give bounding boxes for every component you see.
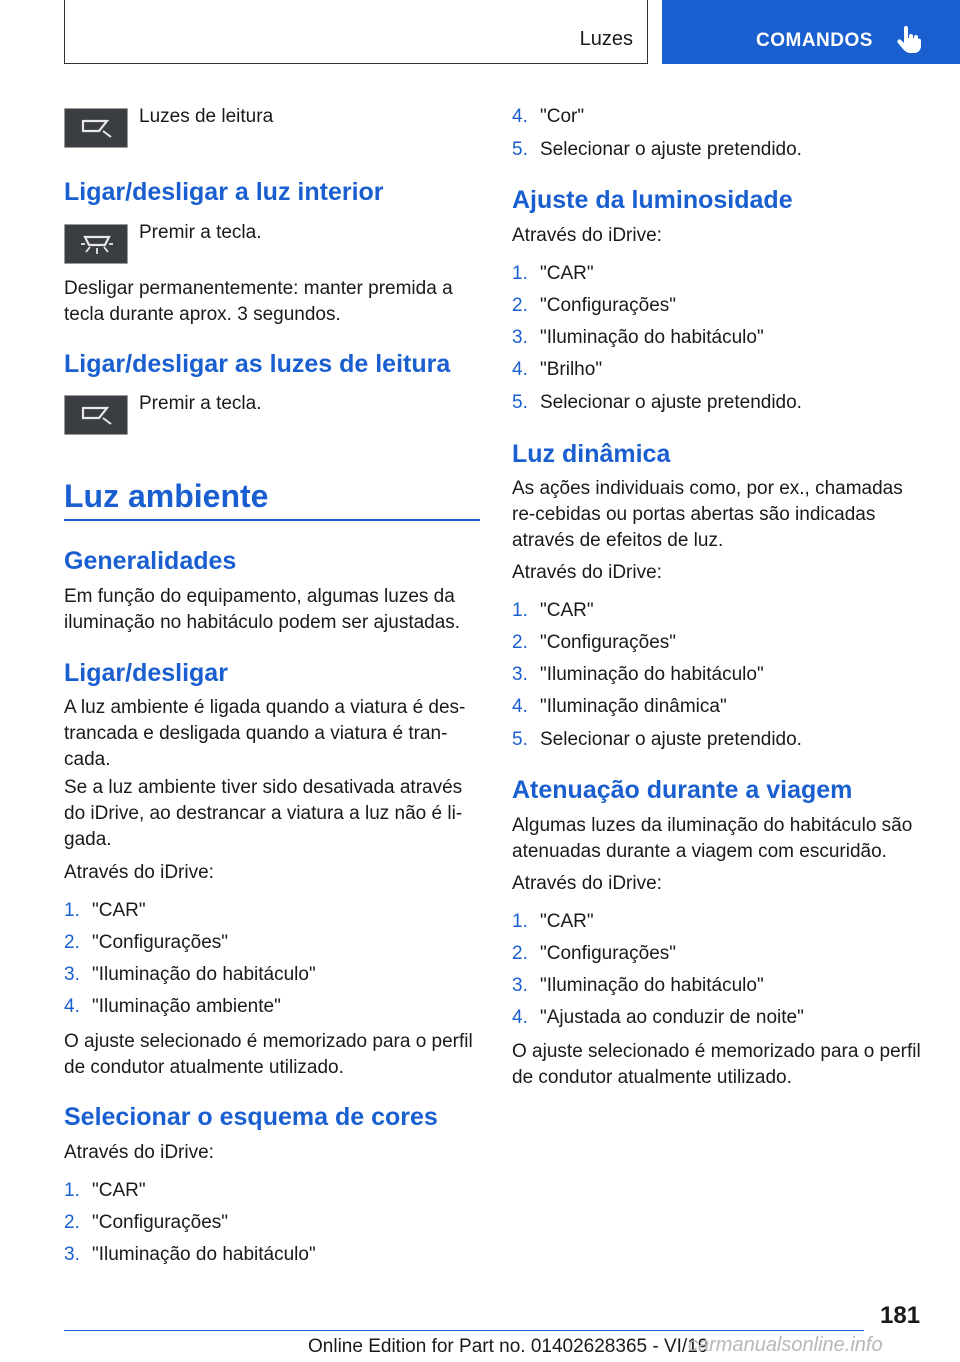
heading-dynamic-light: Luz dinâmica: [512, 440, 671, 468]
heading-general: Generalidades: [64, 547, 237, 575]
section-title: Luzes: [579, 28, 633, 50]
paragraph-color-scheme: Através do iDrive:: [64, 1142, 214, 1163]
footer-rule: [64, 1330, 864, 1331]
reading-light-label-2: Premir a tecla.: [139, 393, 262, 414]
chapter-tab: [662, 0, 960, 64]
paragraph-dimming-2: Através do iDrive:: [512, 873, 662, 894]
paragraph-dimming-3: O ajuste selecionado é memorizado para o perfil de condutor atualmente utilizado.: [512, 1041, 921, 1088]
heading-brightness: Ajuste da luminosidade: [512, 186, 793, 214]
section-rule: [64, 519, 480, 521]
paragraph-on-off-4: O ajuste selecionado é memorizado para o perfil de condutor atualmente utilizado.: [64, 1031, 473, 1078]
header-section-box: [64, 0, 648, 64]
paragraph-on-off-3: Através do iDrive:: [64, 862, 214, 883]
page-number: 181: [880, 1302, 921, 1329]
paragraph-on-off-2: Se a luz ambiente tiver sido desativada através do iDrive, ao destrancar a viatura a luz não é li-gada.: [64, 777, 463, 850]
reading-light-button-icon-2: [64, 395, 128, 435]
watermark: carmanualsonline.info: [688, 1334, 883, 1356]
interior-light-label: Premir a tecla.: [139, 222, 262, 243]
heading-color-scheme: Selecionar o esquema de cores: [64, 1103, 438, 1131]
paragraph-on-off-1: A luz ambiente é ligada quando a viatura é des-trancada e desligada quando a viatura é tran-cada.: [64, 697, 466, 770]
paragraph-brightness: Através do iDrive:: [512, 225, 662, 246]
paragraph-interior-off: Desligar permanentemente: manter premida a tecla durante aprox. 3 segundos.: [64, 278, 453, 325]
heading-interior-light: Ligar/desligar a luz interior: [64, 178, 384, 206]
paragraph-dynamic-light: As ações individuais como, por ex., chamadas re-cebidas ou portas abertas são indicadas através de efeitos de luz.: [512, 478, 903, 551]
heading-ambient-light: Luz ambiente: [64, 478, 269, 514]
paragraph-general: Em função do equipamento, algumas luzes da iluminação no habitáculo podem ser ajustadas.: [64, 586, 461, 633]
heading-reading-lights: Ligar/desligar as luzes de leitura: [64, 350, 451, 378]
paragraph-dynamic-light-2: Através do iDrive:: [512, 562, 662, 583]
heading-dimming: Atenuação durante a viagem: [512, 776, 853, 804]
reading-light-label: Luzes de leitura: [139, 106, 274, 127]
paragraph-dimming: Algumas luzes da iluminação do habitáculo são atenuadas durante a viagem com escuridão.: [512, 815, 913, 862]
reading-light-button-icon: [64, 108, 128, 148]
interior-light-button-icon: [64, 224, 128, 264]
chapter-title: COMANDOS: [756, 30, 873, 51]
footer-edition: Online Edition for Part no. 01402628365 - VI/19: [308, 1336, 709, 1357]
heading-on-off: Ligar/desligar: [64, 659, 228, 687]
hand-pointer-icon: [896, 26, 922, 54]
